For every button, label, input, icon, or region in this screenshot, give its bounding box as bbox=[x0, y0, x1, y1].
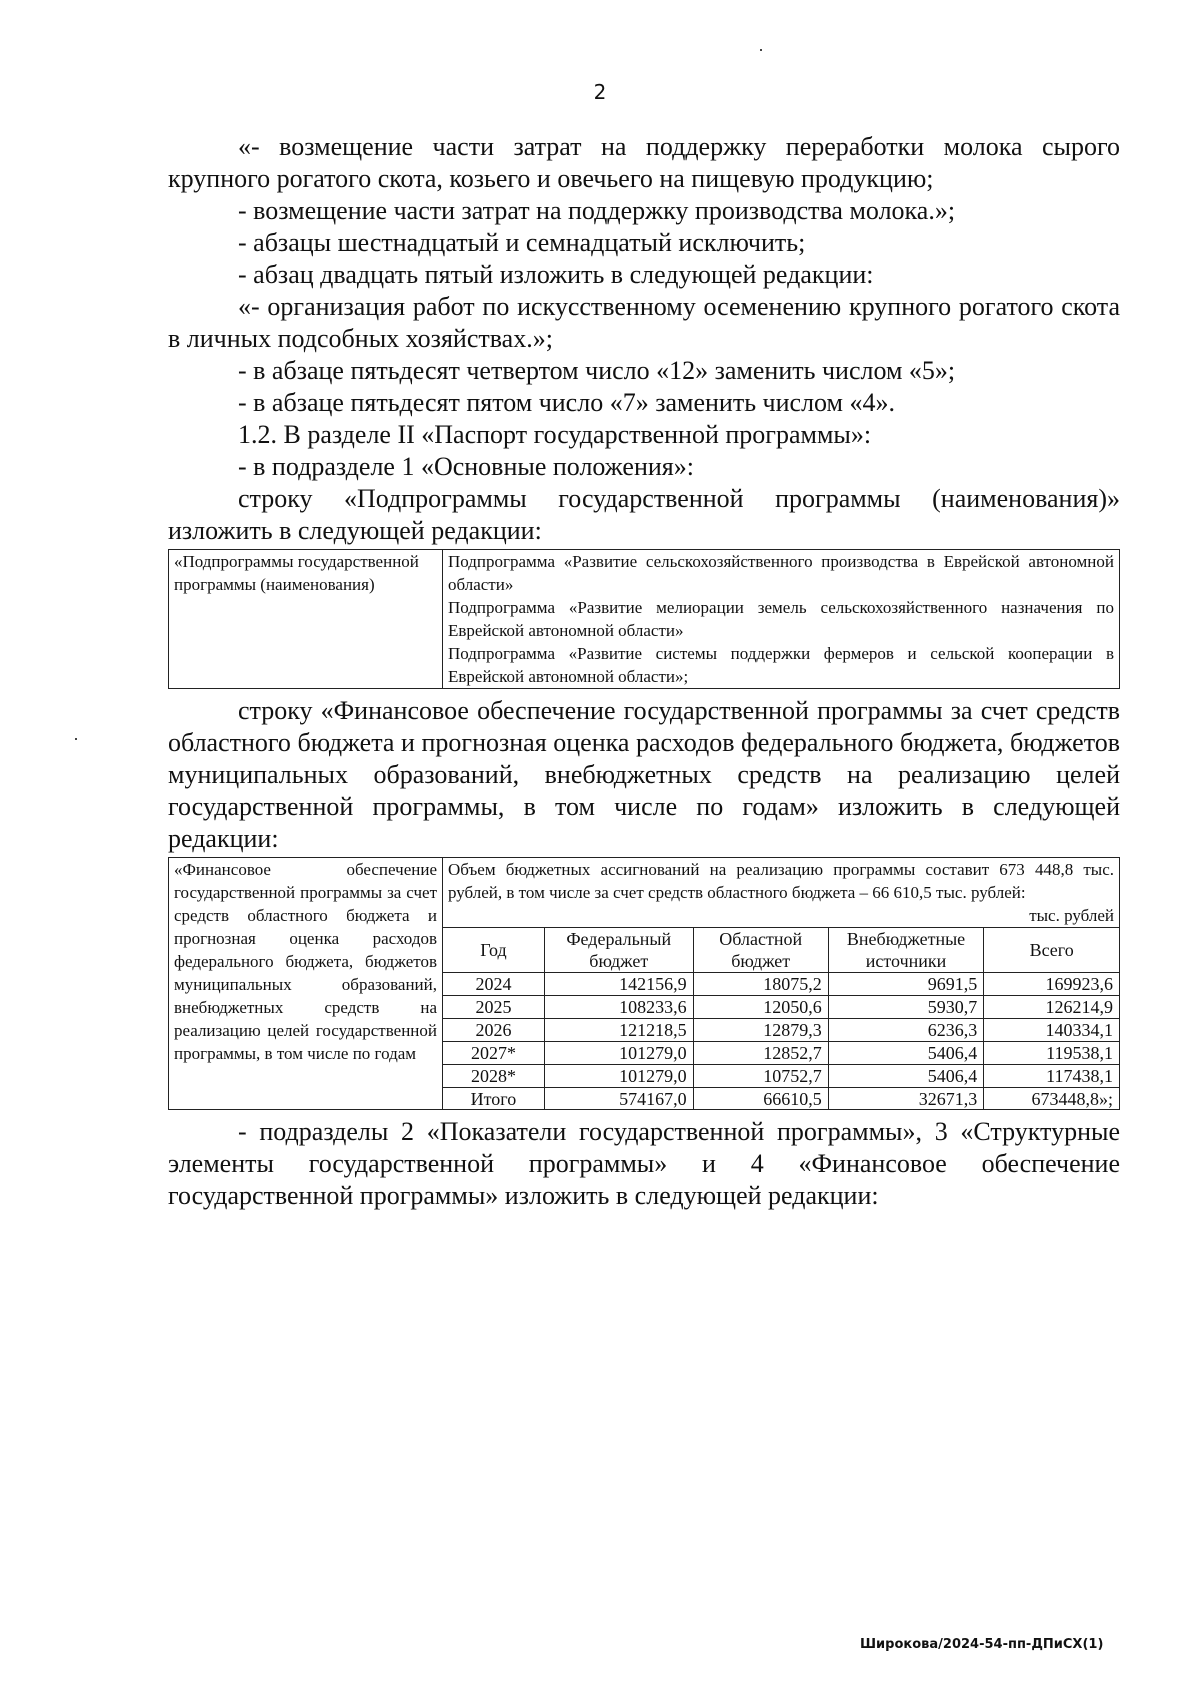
table-row bbox=[443, 1019, 1119, 1042]
cell-total: 140334,1 bbox=[984, 1019, 1119, 1042]
cell-federal: 574167,0 bbox=[544, 1088, 693, 1111]
cell-regional: 10752,7 bbox=[693, 1065, 828, 1088]
col-header-federal: Федеральный бюджет bbox=[544, 928, 693, 973]
financing-content-cell bbox=[443, 858, 1120, 1110]
subprogram-item: Подпрограмма «Развитие сельскохозяйственного производства в Еврейской автономной области» bbox=[448, 552, 1114, 594]
cell-year: 2026 bbox=[443, 1019, 544, 1042]
financing-intro: Объем бюджетных ассигнований на реализацию программы составит 673 448,8 тыс. рублей, в том числе за счет средств областного бюджета – 66 610,5 тыс. рублей: bbox=[448, 860, 1114, 902]
paragraph: «- возмещение части затрат на поддержку переработки молока сырого крупного рогатого скота, козьего и овечьего на пищевую продукцию; bbox=[168, 132, 1120, 193]
cell-regional: 12879,3 bbox=[693, 1019, 828, 1042]
cell-extrabudget: 5406,4 bbox=[828, 1042, 983, 1065]
col-header-total: Всего bbox=[984, 928, 1119, 973]
cell-regional: 12852,7 bbox=[693, 1042, 828, 1065]
subprograms-table bbox=[168, 549, 1120, 689]
cell-extrabudget: 5406,4 bbox=[828, 1065, 983, 1088]
cell-federal: 108233,6 bbox=[544, 996, 693, 1019]
paragraph: - в подразделе 1 «Основные положения»: bbox=[238, 452, 694, 481]
cell-regional: 66610,5 bbox=[693, 1088, 828, 1111]
page-number: 2 bbox=[593, 80, 607, 104]
unit-label: тыс. рублей bbox=[1029, 906, 1114, 925]
cell-federal: 101279,0 bbox=[544, 1042, 693, 1065]
paragraph: строку «Подпрограммы государственной программы (наименования)» изложить в следующей редакции: bbox=[168, 484, 1120, 545]
financing-label: «Финансовое обеспечение государственной программы за счет средств областного бюджета и прогнозная оценка расходов федерального бюджета, бюджетов муниципальных образований, внебюджетных средств на реализацию целей государственной программы, в том числе по годам bbox=[174, 860, 437, 1063]
cell-regional: 18075,2 bbox=[693, 973, 828, 996]
cell-extrabudget: 9691,5 bbox=[828, 973, 983, 996]
paragraph: - в абзаце пятьдесят четвертом число «12» заменить числом «5»; bbox=[238, 356, 956, 385]
cell-extrabudget: 5930,7 bbox=[828, 996, 983, 1019]
cell-total: 169923,6 bbox=[984, 973, 1119, 996]
cell-regional: 12050,6 bbox=[693, 996, 828, 1019]
cell-federal: 101279,0 bbox=[544, 1065, 693, 1088]
document-footer-code: Широкова/2024-54-пп-ДПиСХ(1) bbox=[860, 1637, 1104, 1652]
col-header-extrabudget: Внебюджетные источники bbox=[828, 928, 983, 973]
paragraph: - абзац двадцать пятый изложить в следующей редакции: bbox=[238, 260, 874, 289]
cell-year: Итого bbox=[443, 1088, 544, 1111]
cell-year: 2025 bbox=[443, 996, 544, 1019]
col-header-regional: Областной бюджет bbox=[693, 928, 828, 973]
cell-extrabudget: 6236,3 bbox=[828, 1019, 983, 1042]
paragraph: «- организация работ по искусственному осеменению крупного рогатого скота в личных подсобных хозяйствах.»; bbox=[168, 292, 1120, 353]
scan-speck bbox=[75, 738, 77, 740]
cell-federal: 142156,9 bbox=[544, 973, 693, 996]
table-row bbox=[443, 973, 1119, 996]
subprograms-label-cell bbox=[169, 550, 443, 689]
cell-year: 2024 bbox=[443, 973, 544, 996]
subprograms-list-cell bbox=[443, 550, 1120, 689]
paragraph: строку «Финансовое обеспечение государственной программы за счет средств областного бюджета и прогнозная оценка расходов федерального бюджета, бюджетов муниципальных образований, внебюджетных средств на реализацию целей государственной программы, в том числе по годам» изложить в следующей редакции: bbox=[168, 696, 1120, 853]
cell-extrabudget: 32671,3 bbox=[828, 1088, 983, 1111]
cell-total: 673448,8»; bbox=[984, 1088, 1119, 1111]
table-row bbox=[443, 1065, 1119, 1088]
cell-year: 2028* bbox=[443, 1065, 544, 1088]
paragraph: - возмещение части затрат на поддержку производства молока.»; bbox=[238, 196, 956, 225]
cell-total: 119538,1 bbox=[984, 1042, 1119, 1065]
cell-total: 126214,9 bbox=[984, 996, 1119, 1019]
financing-table bbox=[168, 857, 1120, 1110]
table-row bbox=[443, 996, 1119, 1019]
paragraph: 1.2. В разделе II «Паспорт государственной программы»: bbox=[238, 420, 872, 449]
paragraph: - в абзаце пятьдесят пятом число «7» заменить числом «4». bbox=[238, 388, 896, 417]
financing-years-table bbox=[443, 927, 1119, 1110]
document-body bbox=[168, 131, 1120, 1212]
table-row-total bbox=[443, 1088, 1119, 1111]
subprogram-item: Подпрограмма «Развитие мелиорации земель сельскохозяйственного назначения по Еврейской автономной области» bbox=[448, 598, 1114, 640]
paragraph: - абзацы шестнадцатый и семнадцатый исключить; bbox=[238, 228, 806, 257]
cell-federal: 121218,5 bbox=[544, 1019, 693, 1042]
cell-total: 117438,1 bbox=[984, 1065, 1119, 1088]
cell-year: 2027* bbox=[443, 1042, 544, 1065]
scan-speck bbox=[760, 49, 762, 51]
subprograms-label: «Подпрограммы государственной программы (наименования) bbox=[174, 552, 419, 594]
financing-label-cell bbox=[169, 858, 443, 1110]
subprogram-item: Подпрограмма «Развитие системы поддержки фермеров и сельской кооперации в Еврейской автономной области»; bbox=[448, 644, 1114, 686]
table-row bbox=[443, 1042, 1119, 1065]
paragraph: - подразделы 2 «Показатели государственной программы», 3 «Структурные элементы государственной программы» и 4 «Финансовое обеспечение государственной программы» изложить в следующей редакции: bbox=[168, 1117, 1120, 1210]
col-header-year: Год bbox=[443, 928, 544, 973]
